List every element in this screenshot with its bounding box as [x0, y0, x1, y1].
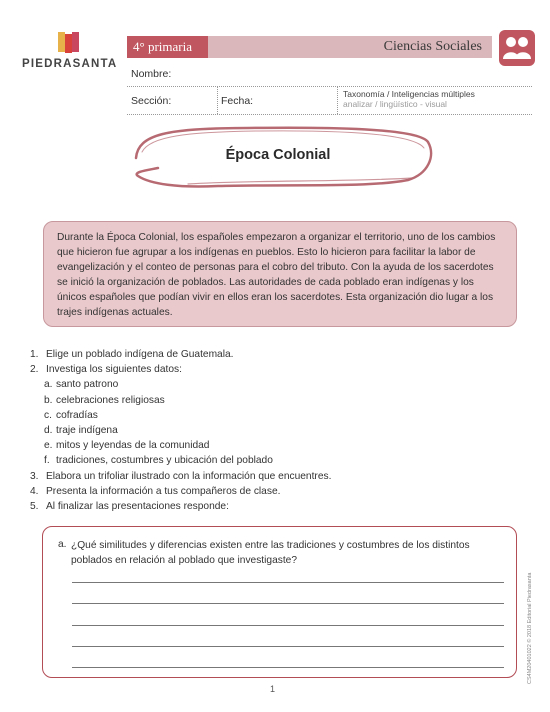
- item-text: santo patrono: [56, 379, 119, 391]
- list-item: [30, 347, 510, 362]
- item-text: mitos y leyendas de la comunidad: [56, 440, 210, 452]
- item-number: 2.: [30, 364, 39, 376]
- copyright-note: CS4M20401022 © 2018 Editorial Piedrasanta: [527, 572, 533, 684]
- list-subitem: [30, 438, 510, 453]
- date-label: Fecha:: [221, 95, 254, 107]
- answer-line[interactable]: [72, 582, 504, 583]
- item-text: cofradías: [56, 409, 98, 421]
- intro-box: [43, 221, 517, 327]
- field-divider: [217, 86, 218, 114]
- book-logo-icon: [56, 30, 82, 56]
- item-text: traje indígena: [56, 425, 118, 437]
- publisher-name: PIEDRASANTA: [22, 58, 118, 70]
- list-subitem: [30, 377, 510, 392]
- name-label: Nombre:: [131, 68, 172, 80]
- question-text: ¿Qué similitudes y diferencias existen entre las tradiciones y costumbres de los distintos poblados en relación al poblado que investigaste?: [71, 540, 470, 566]
- item-letter: f.: [44, 455, 50, 467]
- page-number: 1: [270, 684, 276, 694]
- item-number: 4.: [30, 485, 39, 497]
- grade-label: 4° primaria: [127, 36, 208, 58]
- question-letter: a.: [58, 539, 67, 550]
- list-item: [30, 362, 510, 377]
- item-text: Elabora un trifoliar ilustrado con la información que encuentres.: [46, 470, 332, 482]
- item-text: tradiciones, costumbres y ubicación del poblado: [56, 455, 273, 467]
- subject-label: Ciencias Sociales: [383, 39, 482, 54]
- item-letter: d.: [44, 425, 53, 437]
- section-field-line[interactable]: [127, 114, 532, 115]
- name-field-line[interactable]: [127, 86, 532, 87]
- activity-list: [30, 347, 510, 514]
- item-number: 1.: [30, 349, 39, 360]
- section-label: Sección:: [131, 95, 172, 107]
- item-letter: e.: [44, 440, 53, 452]
- list-subitem: [30, 453, 510, 468]
- item-text: Elige un poblado indígena de Guatemala.: [46, 349, 234, 360]
- item-text: celebraciones religiosas: [56, 394, 165, 406]
- answer-line[interactable]: [72, 646, 504, 647]
- page-title: Época Colonial: [225, 147, 331, 163]
- taxonomy-title: Taxonomía / Inteligencias múltiples: [343, 89, 475, 99]
- list-subitem: [30, 423, 510, 438]
- item-text: Presenta la información a tus compañeros de clase.: [46, 485, 281, 497]
- answer-line[interactable]: [72, 667, 504, 668]
- field-divider: [337, 86, 338, 114]
- taxonomy-value: analizar / lingüístico - visual: [343, 99, 447, 109]
- list-item: [30, 469, 510, 484]
- header-band: [127, 36, 492, 58]
- list-item: [30, 499, 510, 514]
- answer-line[interactable]: [72, 603, 504, 604]
- group-people-icon: [499, 30, 535, 66]
- item-number: 3.: [30, 470, 39, 482]
- list-subitem: [30, 408, 510, 423]
- answer-line[interactable]: [72, 625, 504, 626]
- intro-text: Durante la Época Colonial, los españoles empezaron a organizar el territorio, uno de los cambios que hicieron fue agrupar a los indígenas en pueblos. Esto lo hicieron para facilitar la labor de evangelización y el conteo de personas para el cobro del tributo. Con la ayuda de los sacerdotes se inició la organización de poblados. Las autoridades de cada poblado eran indígenas y los únicos españoles que podían vivir en ellos eran los sacerdotes. Esta organización dio lugar a los trajes indígenas actuales.: [57, 232, 496, 318]
- item-text: Al finalizar las presentaciones responde:: [46, 501, 229, 513]
- item-letter: a.: [44, 379, 53, 391]
- list-item: [30, 484, 510, 499]
- item-number: 5.: [30, 501, 39, 513]
- item-text: Investiga los siguientes datos:: [46, 364, 182, 376]
- item-letter: b.: [44, 394, 53, 406]
- list-subitem: [30, 393, 510, 408]
- item-letter: c.: [44, 409, 52, 421]
